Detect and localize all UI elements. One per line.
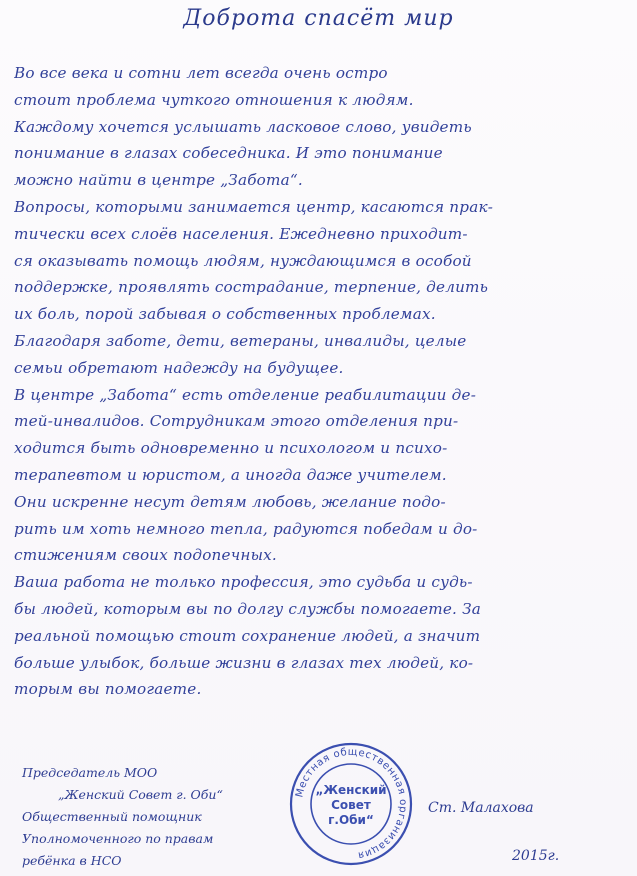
body-line: тей-инвалидов. Сотрудникам этого отделения при-: [14, 412, 459, 431]
signatory-line: Уполномоченного по правам: [22, 831, 214, 846]
stamp-center-line: „Женский: [315, 783, 387, 797]
signatory-line: Председатель МОО: [22, 765, 158, 780]
body-line: их боль, порой забывая о собственных проблемах.: [14, 305, 436, 324]
body-line: бы людей, которым вы по долгу службы помогаете. За: [14, 599, 482, 618]
signature: Ст. Малахова: [428, 800, 534, 816]
letter-title: Доброта спасёт мир: [183, 6, 454, 31]
body-line: Ваша работа не только профессия, это судьба и судь-: [14, 573, 473, 592]
signature-year: 2015г.: [512, 848, 560, 864]
signatory-line: ребёнка в НСО: [22, 853, 122, 868]
stamp-center-line: г.Оби“: [328, 813, 374, 827]
organization-stamp: [289, 742, 413, 866]
body-line: поддержке, проявлять сострадание, терпение, делить: [14, 278, 489, 297]
body-line: больше улыбок, больше жизни в глазах тех людей, ко-: [14, 653, 474, 672]
body-line: рить им хоть немного тепла, радуются победам и до-: [14, 519, 478, 538]
letter-body: [14, 60, 620, 703]
body-line: стижениям своих подопечных.: [14, 546, 277, 565]
body-line: тически всех слоёв населения. Ежедневно приходит-: [14, 224, 468, 243]
body-line: Благодаря заботе, дети, ветераны, инвалиды, целые: [14, 331, 467, 350]
body-line: Они искренне несут детям любовь, желание подо-: [14, 492, 446, 511]
body-line: терапевтом и юристом, а иногда даже учителем.: [14, 465, 447, 484]
body-line: стоит проблема чуткого отношения к людям.: [14, 90, 414, 109]
body-line: ся оказывать помощь людям, нуждающимся в особой: [14, 251, 472, 270]
stamp-ring-text: Местная общественная организация: [294, 746, 409, 861]
stamp-center-line: Совет: [331, 798, 371, 812]
body-line: реальной помощью стоит сохранение людей, а значит: [14, 626, 481, 645]
body-line: торым вы помогаете.: [14, 680, 202, 699]
body-line: В центре „Забота“ есть отделение реабилитации де-: [14, 385, 477, 404]
body-line: Вопросы, которыми занимается центр, касаются прак-: [14, 197, 494, 216]
body-line: семьи обретают надежду на будущее.: [14, 358, 344, 377]
body-line: понимание в глазах собеседника. И это понимание: [14, 144, 443, 163]
body-line: можно найти в центре „Забота“.: [14, 171, 303, 190]
body-line: Каждому хочется услышать ласковое слово, увидеть: [14, 117, 472, 136]
signatory-line: Общественный помощник: [22, 809, 202, 824]
signatory-line: „Женский Совет г. Оби“: [58, 787, 223, 802]
signatory-block: [22, 762, 292, 872]
body-line: Во все века и сотни лет всегда очень остро: [14, 64, 388, 82]
body-line: ходится быть одновременно и психологом и психо-: [14, 439, 448, 458]
